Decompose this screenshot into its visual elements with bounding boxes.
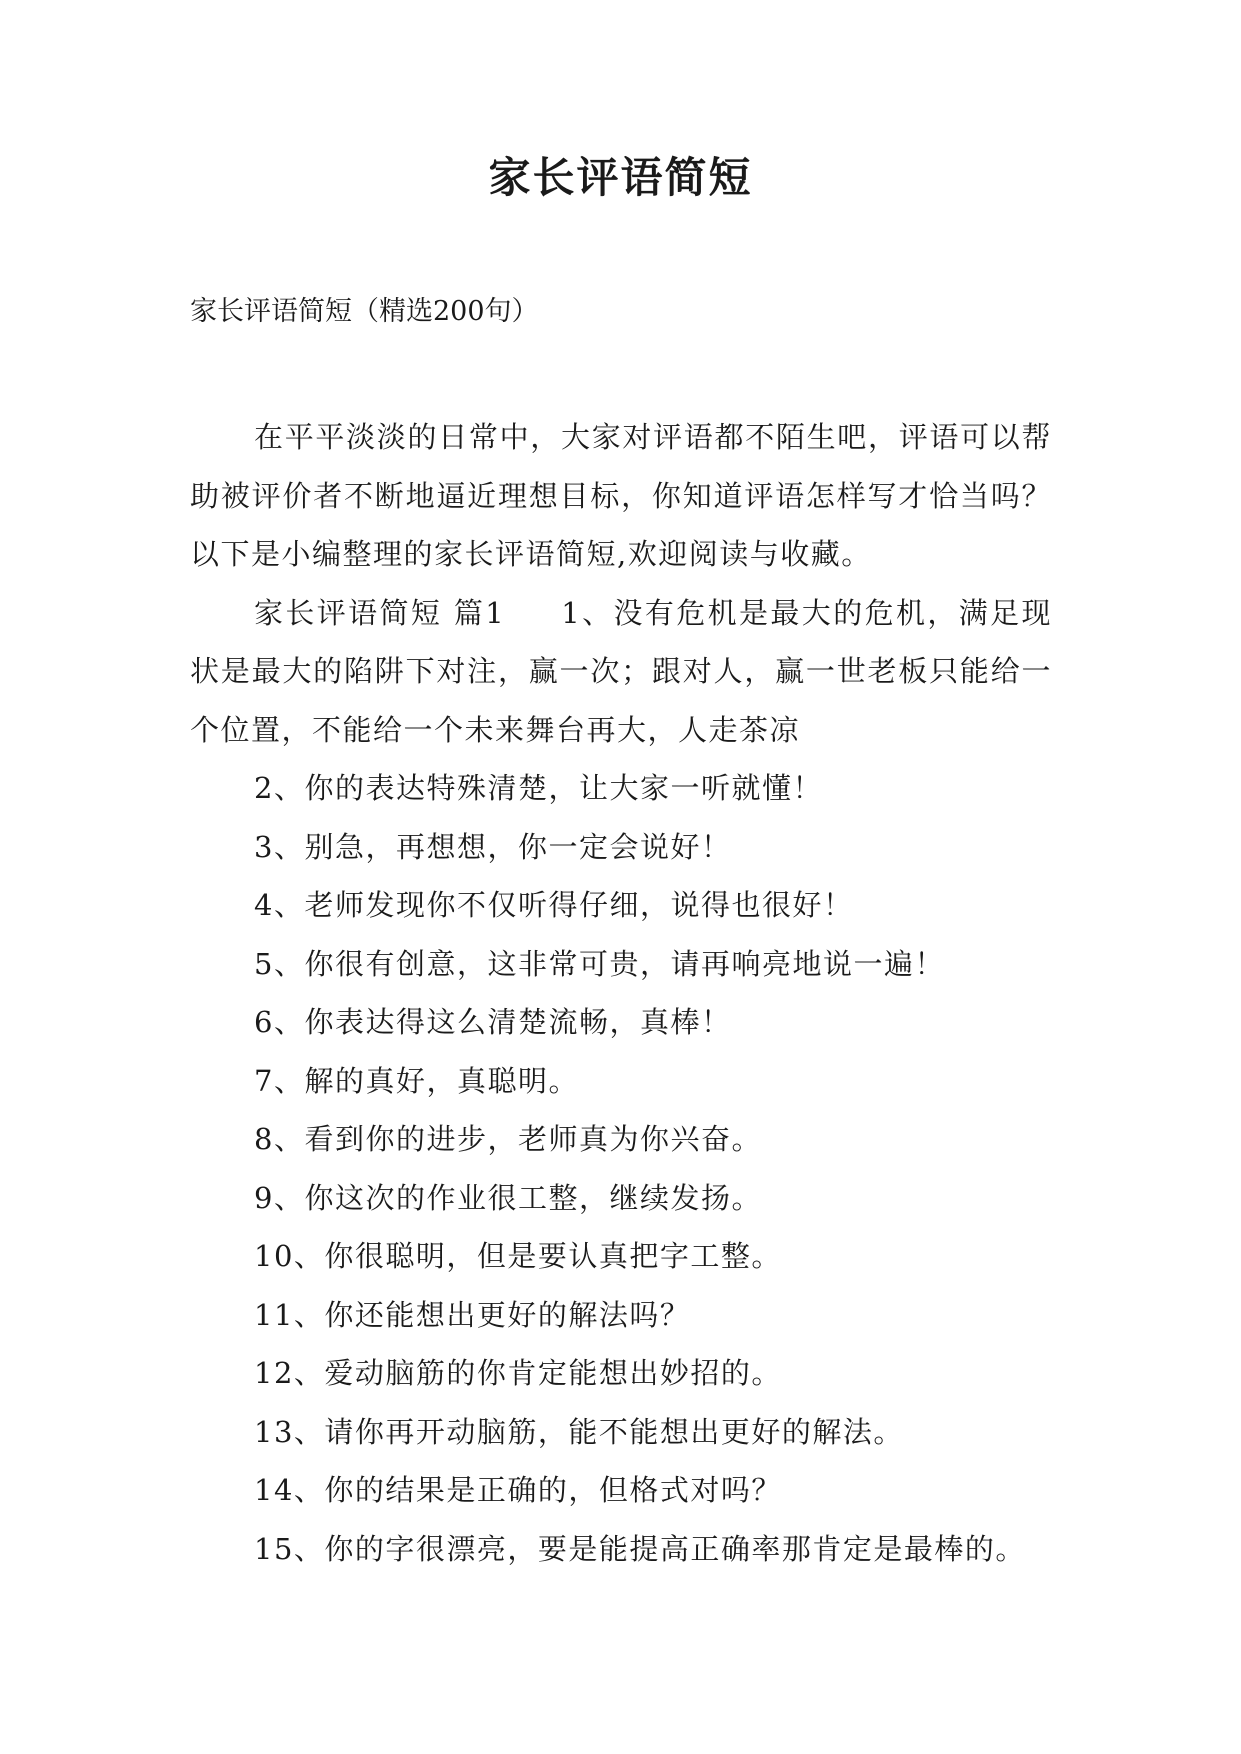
list-item: 9、你这次的作业很工整，继续发扬。 [254, 1180, 762, 1215]
list-item: 13、请你再开动脑筋，能不能想出更好的解法。 [254, 1414, 904, 1449]
section-heading: 家长评语简短 篇1 [254, 595, 506, 630]
section-paragraph [190, 584, 1052, 760]
list-item: 6、你表达得这么清楚流畅，真棒！ [254, 1005, 732, 1039]
list-item: 15、你的字很漂亮，要是能提高正确率那肯定是最棒的。 [254, 1531, 1026, 1566]
comment-list [190, 759, 1052, 1578]
list-item: 8、看到你的进步，老师真为你兴奋。 [254, 1122, 762, 1156]
document-subtitle: 家长评语简短（精选200句） [190, 296, 539, 327]
list-item: 5、你很有创意，这非常可贵，请再响亮地说一遍！ [254, 946, 945, 981]
intro-paragraph: 在平平淡淡的日常中，大家对评语都不陌生吧，评语可以帮助被评价者不断地逼近理想目标，你知道评语怎样写才恰当吗？以下是小编整理的家长评语简短,欢迎阅读与收藏。 [190, 420, 1052, 571]
list-item: 3、别急，再想想，你一定会说好！ [254, 829, 732, 864]
document-body [190, 408, 1052, 1578]
list-item-1: 1、没有危机是最大的危机，满足现状是最大的陷阱下对注，赢一次；跟对人，赢一世老板只能给一个位置，不能给一个未来舞台再大，人走茶凉 [190, 595, 1053, 747]
list-item: 14、你的结果是正确的，但格式对吗？ [254, 1473, 782, 1507]
list-item: 12、爱动脑筋的你肯定能想出妙招的。 [254, 1356, 782, 1390]
list-item: 11、你还能想出更好的解法吗？ [254, 1297, 691, 1332]
list-item: 4、老师发现你不仅听得仔细，说得也很好！ [254, 888, 854, 922]
document-title: 家长评语简短 [488, 153, 753, 202]
list-item: 10、你很聪明，但是要认真把字工整。 [254, 1239, 782, 1273]
list-item: 2、你的表达特殊清楚，让大家一听就懂！ [254, 771, 823, 805]
list-item: 7、解的真好，真聪明。 [254, 1063, 579, 1098]
